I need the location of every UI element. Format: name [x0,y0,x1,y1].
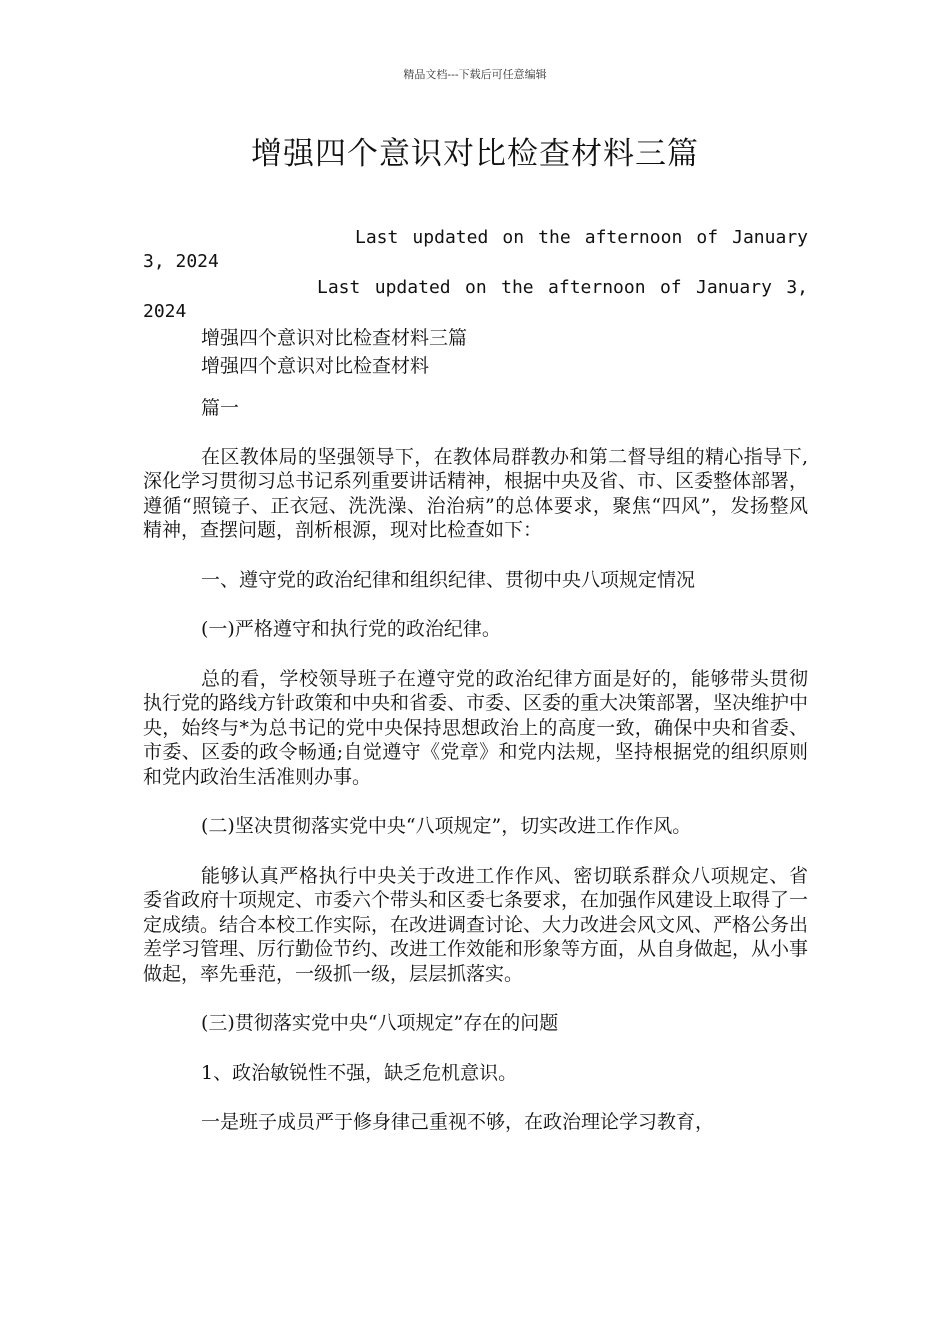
last-updated-line: Last updated on the afternoon of January 3, 2024 [143,227,808,272]
heading-section-1: 一、遵守党的政治纪律和组织纪律、贯彻中央八项规定情况 [201,568,696,591]
paragraph: 能够认真严格执行中央关于改进工作作风、密切联系群众八项规定、省委省政府十项规定、市委六个带头和区委七条要求，在加强作风建设上取得了一定成绩。结合本校工作实际，在改进调查讨论、大力改进会风文风、严格公务出差学习管理、厉行勤俭节约、改进工作效能和形象等方面，从自身做起，从小事做起，率先垂范，一级抓一级，层层抓落实。 [143,864,809,985]
paragraph: 总的看，学校领导班子在遵守党的政治纪律方面是好的，能够带头贯彻执行党的路线方针政策和中央和省委、市委、区委的重大决策部署，坚决维护中央，始终与*为总书记的党中央保持思想政治上的高度一致，确保中央和省委、市委、区委的政令畅通;自觉遵守《党章》和党内法规，坚持根据党的组织原则和党内政治生活准则办事。 [143,667,809,788]
section-label: 篇一 [201,397,240,419]
page-title: 增强四个意识对比检查材料三篇 [251,136,699,172]
list-item: 1、政治敏锐性不强，缺乏危机意识。 [201,1061,518,1084]
last-updated-line: Last updated on the afternoon of January 3, 2024 [143,277,808,322]
subtitle: 增强四个意识对比检查材料 [201,355,430,377]
heading-subsection-1: (一)严格遵守和执行党的政治纪律。 [201,618,501,640]
header-note: 精品文档---下载后可任意编辑 [403,68,547,81]
paragraph: 一是班子成员严于修身律己重视不够，在政治理论学习教育， [201,1111,715,1133]
heading-subsection-2: (二)坚决贯彻落实党中央“八项规定”，切实改进工作作风。 [201,815,692,837]
subtitle: 增强四个意识对比检查材料三篇 [201,327,468,349]
heading-subsection-3: (三)贯彻落实党中央“八项规定”存在的问题 [201,1012,559,1034]
document-body [143,226,808,1135]
paragraph-intro: 在区教体局的坚强领导下，在教体局群教办和第二督导组的精心指导下,深化学习贯彻习总书记系列重要讲话精神，根据中央及省、市、区委整体部署，遵循“照镜子、正衣冠、洗洗澡、治治病”的总体要求，聚焦“四风”，发扬整风精神，查摆问题，剖析根源，现对比检查如下： [143,445,809,541]
